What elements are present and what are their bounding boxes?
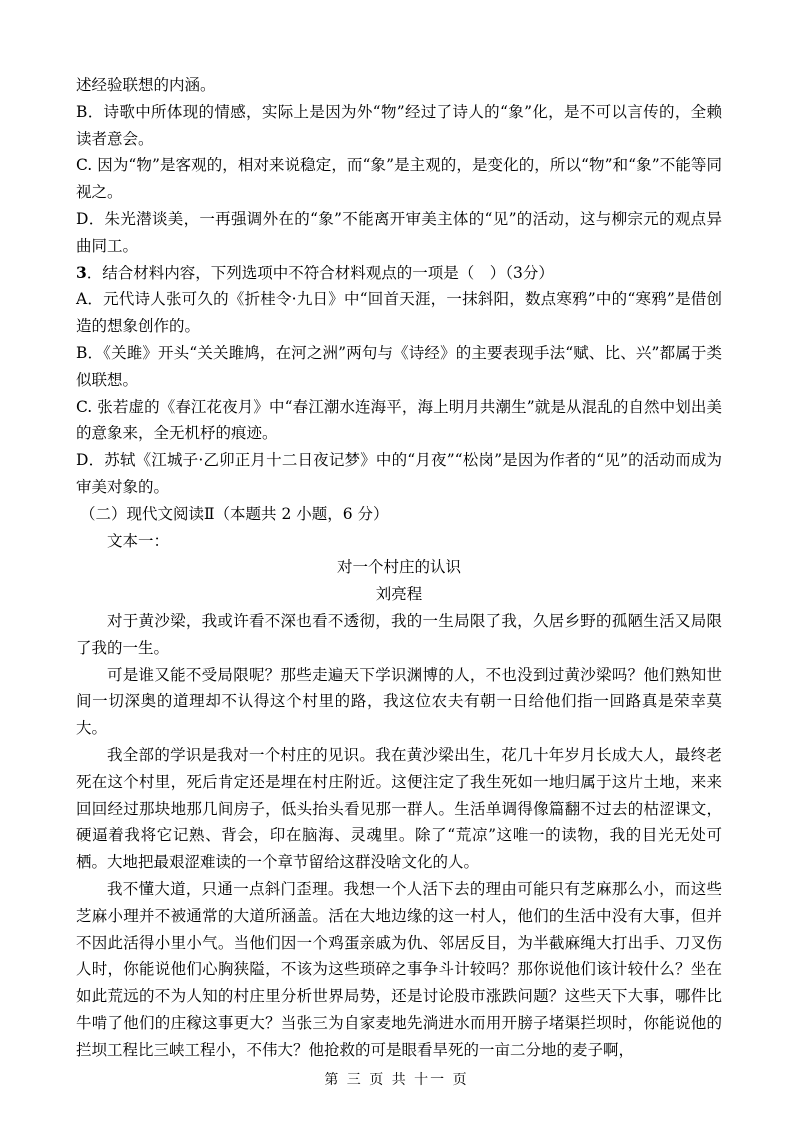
article-paragraph-2: 可是谁又能不受局限呢？那些走遍天下学识渊博的人，不也没到过黄沙梁吗？他们熟知世间一切深奥的道理却不认得这个村里的路，我这位农夫有朝一日给他们指一回路真是荣幸莫大。	[76, 665, 722, 738]
question-3-option-b: B．《关雎》开头“关关雎鸠，在河之洲”两句与《诗经》的主要表现手法“赋、比、兴”都属于类似联想。	[76, 343, 722, 389]
question-3-option-d: D．苏轼《江城子·乙卯正月十二日夜记梦》中的“月夜”“松岗”是因为作者的“见”的活动而成为审美对象的。	[76, 451, 722, 496]
question-2-option-a-tail: 述经验联想的内涵。	[76, 76, 216, 94]
text-label: 文本一：	[107, 531, 170, 550]
article-author: 刘亮程	[375, 585, 423, 604]
page-content	[76, 72, 722, 1063]
page-footer: 第 三 页 共 十一 页	[324, 1072, 469, 1088]
article-title: 对一个村庄的认识	[336, 558, 461, 577]
question-3-option-c: C. 张若虚的《春江花夜月》中“春江潮水连海平，海上明月共潮生”就是从混乱的自然中划出美的意象来，全无机杼的痕迹。	[76, 397, 722, 443]
question-3-number: 3	[76, 262, 87, 282]
question-3-text: ．结合材料内容，下列选项中不符合材料观点的一项是（ ）（3分）	[86, 263, 554, 282]
question-3-stem	[76, 260, 722, 287]
article-paragraph-4: 我不懂大道，只通一点斜门歪理。我想一个人活下去的理由可能只有芝麻那么小，而这些芝麻小理并不被通常的大道所涵盖。活在大地边缘的这一村人，他们的生活中没有大事，但并不因此活得小里小气。当他们因一个鸡蛋亲戚为仇、邻居反目，为半截麻绳大打出手、刀叉伤人时，你能说他们心胸狭隘，不该为这些琐碎之事争斗计较吗？那你说他们该计较什么？坐在如此荒远的不为人知的村庄里分析世界局势，还是讨论股市涨跌问题？这些天下大事，哪件比牛啃了他们的庄稼这事更大？当张三为自家麦地先淌进水而用开膀子堵渠拦坝时，你能说他的拦坝工程比三峡工程小，不伟大？他抢救的可是眼看旱死的一亩二分地的麦子啊，	[76, 879, 722, 1059]
article-paragraph-1: 对于黄沙梁，我或许看不深也看不透彻，我的一生局限了我，久居乡野的孤陋生活又局限了我的一生。	[76, 611, 722, 657]
question-2-option-b: B．诗歌中所体现的情感，实际上是因为外“物”经过了诗人的“象”化，是不可以言传的，全赖读者意会。	[76, 102, 722, 148]
article-paragraph-3: 我全部的学识是我对一个村庄的见识。我在黄沙梁出生，花几十年岁月长成大人，最终老死在这个村里，死后肯定还是埋在村庄附近。这便注定了我生死如一地归属于这片土地，来来回回经过那块地那几间房子，低头抬头看见那一群人。生活单调得像篇翻不过去的枯涩课文，硬逼着我将它记熟、背会，印在脑海、灵魂里。除了“荒凉”这唯一的读物，我的目光无处可栖。大地把最艰涩难读的一个章节留给这群没啥文化的人。	[76, 745, 722, 872]
section-heading: （二）现代文阅读Ⅱ（本题共 2 小题，6 分）	[80, 504, 389, 523]
question-2-option-d: D．朱光潜谈美，一再强调外在的“象”不能离开审美主体的“见”的活动，这与柳宗元的观点异曲同工。	[76, 209, 722, 255]
question-2-option-c: C. 因为“物”是客观的，相对来说稳定，而“象”是主观的，是变化的，所以“物”和“象”不能等同视之。	[76, 156, 722, 202]
question-3-option-a: A．元代诗人张可久的《折桂令·九日》中“回首天涯，一抹斜阳，数点寒鸦”中的“寒鸦”是借创造的想象创作的。	[76, 290, 722, 336]
